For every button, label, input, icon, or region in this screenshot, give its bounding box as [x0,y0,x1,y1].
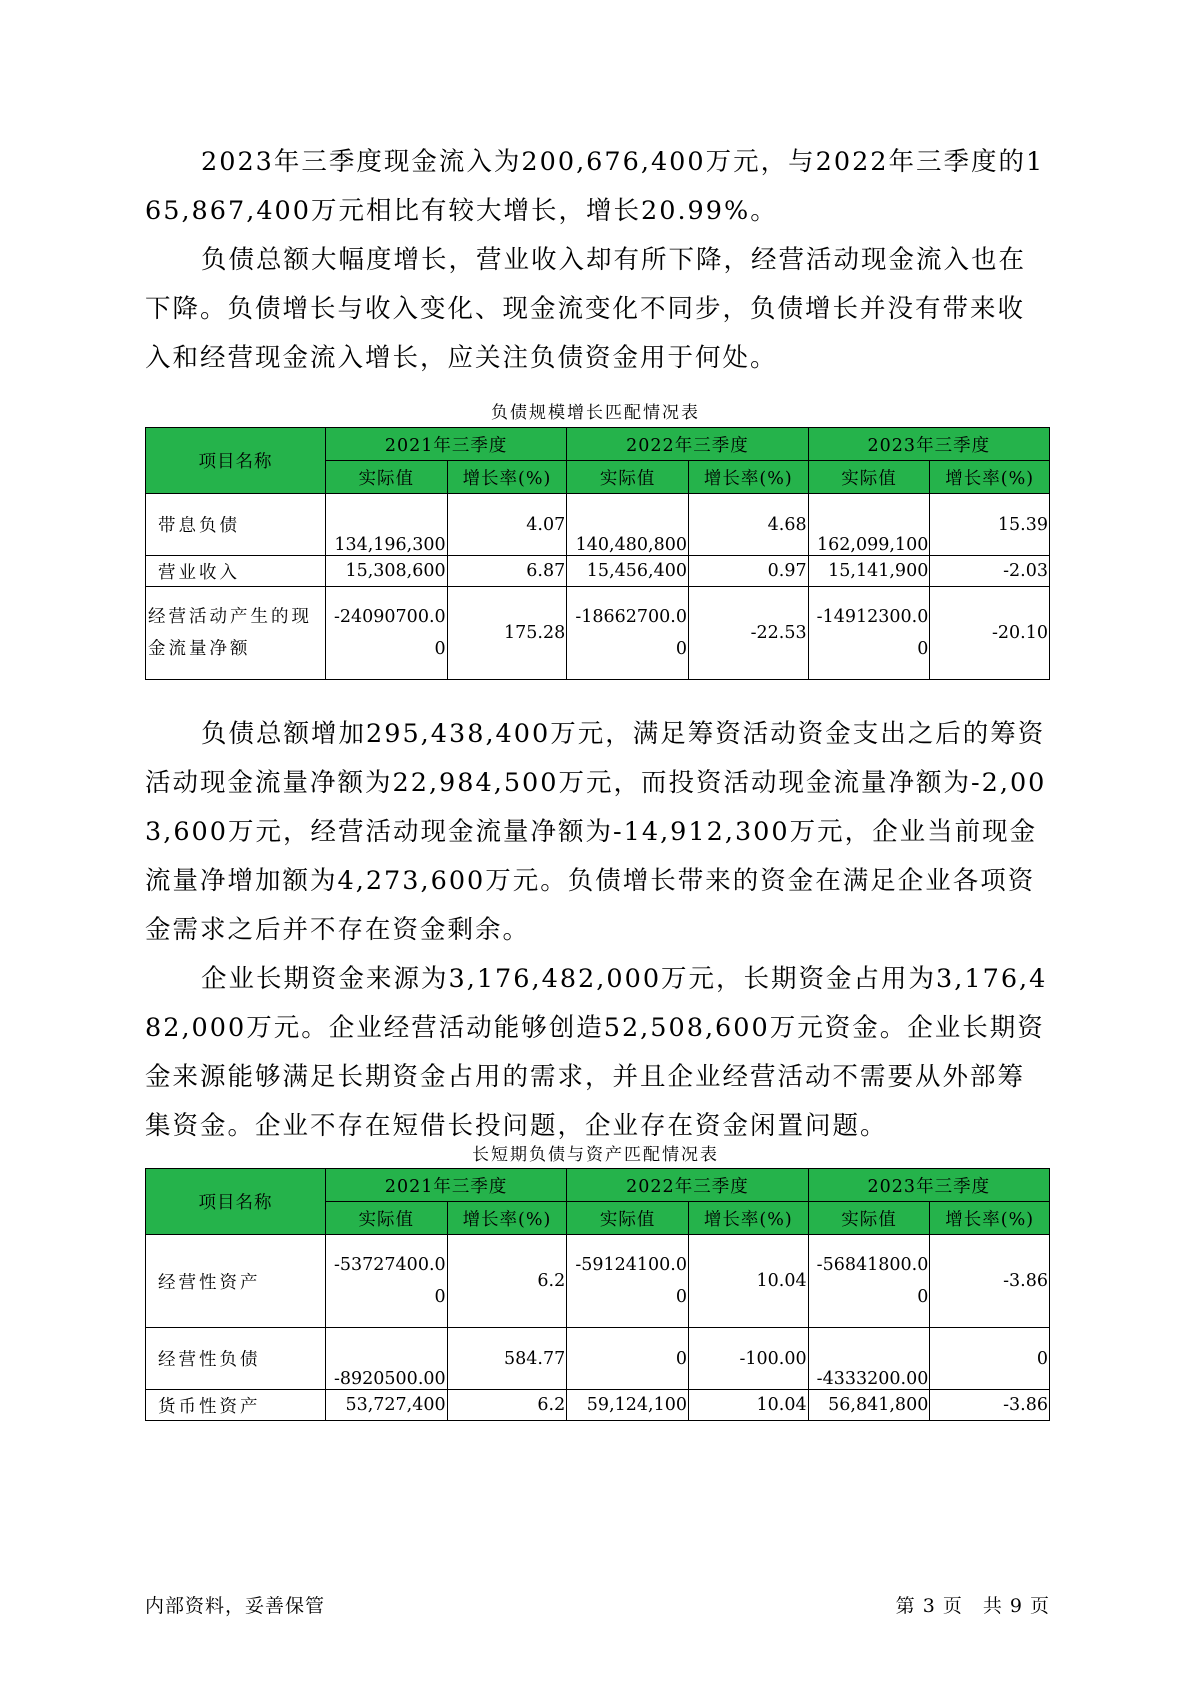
cell-actual: -18662700.00 [567,587,689,680]
cell-actual: 134,196,300 [325,494,447,556]
cell-growth: 10.04 [689,1390,809,1421]
header-growth: 增长率(%) [447,1202,567,1235]
cell-growth: 6.2 [447,1235,567,1328]
cell-actual: -53727400.00 [325,1235,447,1328]
header-actual: 实际值 [325,1202,447,1235]
cell-growth: -20.10 [930,587,1050,680]
table-row [146,556,1050,587]
paragraph-debt-growth: 负债总额大幅度增长，营业收入却有所下降，经营活动现金流入也在下降。负债增长与收入变化、现金流变化不同步，负债增长并没有带来收入和经营现金流入增长，应关注负债资金用于何处。 [145,245,1027,373]
liability-asset-match-table [145,1168,1050,1421]
cell-actual: 59,124,100 [567,1390,689,1421]
header-period-2022: 2022年三季度 [567,1169,808,1202]
header-growth: 增长率(%) [689,1202,809,1235]
header-period-2023: 2023年三季度 [808,428,1049,461]
paragraph-debt-increase: 负债总额增加295,438,400万元，满足筹资活动资金支出之后的筹资活动现金流量净额为22,984,500万元，而投资活动现金流量净额为-2,003,600万元，经营活动现金流量净额为-14,912,300万元，企业当前现金流量净增加额为4,273,600万元。负债增长带来的资金在满足企业各项资金需求之后并不存在资金剩余。 [145,719,1047,945]
cell-growth: 10.04 [689,1235,809,1328]
cell-actual: 140,480,800 [567,494,689,556]
table-row [146,1328,1050,1390]
cell-actual: -4333200.00 [808,1328,930,1390]
cell-actual: -59124100.00 [567,1235,689,1328]
header-actual: 实际值 [808,461,930,494]
cell-actual: -14912300.00 [808,587,930,680]
cell-growth: 15.39 [930,494,1050,556]
cell-growth: -100.00 [689,1328,809,1390]
header-period-2023: 2023年三季度 [808,1169,1049,1202]
row-label: 经营性负债 [146,1328,326,1390]
cell-growth: 0 [930,1328,1050,1390]
cell-actual: 0 [567,1328,689,1390]
row-label: 带息负债 [146,494,326,556]
cell-growth: 584.77 [447,1328,567,1390]
table-row [146,587,1050,680]
row-label: 经营活动产生的现金流量净额 [146,587,326,680]
row-label: 经营性资产 [146,1235,326,1328]
cell-growth: -3.86 [930,1390,1050,1421]
header-item-name: 项目名称 [146,428,326,494]
cell-actual: -56841800.00 [808,1235,930,1328]
cell-growth: 175.28 [447,587,567,680]
cell-actual: -8920500.00 [325,1328,447,1390]
debt-growth-table [145,427,1050,680]
header-growth: 增长率(%) [930,461,1050,494]
table2-caption: 长短期负债与资产匹配情况表 [472,1145,719,1165]
header-period-2021: 2021年三季度 [325,428,566,461]
cell-growth: 6.2 [447,1390,567,1421]
header-growth: 增长率(%) [689,461,809,494]
cell-growth: 4.68 [689,494,809,556]
cell-growth: 6.87 [447,556,567,587]
cell-actual: 15,141,900 [808,556,930,587]
table-row [146,1235,1050,1328]
paragraph-long-term-funds: 企业长期资金来源为3,176,482,000万元，长期资金占用为3,176,482,000万元。企业经营活动能够创造52,508,600万元资金。企业长期资金来源能够满足长期资金占用的需求，并且企业经营活动不需要从外部筹集资金。企业不存在短借长投问题，企业存在资金闲置问题。 [145,964,1048,1141]
header-growth: 增长率(%) [930,1202,1050,1235]
cell-actual: 15,456,400 [567,556,689,587]
cell-growth: 0.97 [689,556,809,587]
header-item-name: 项目名称 [146,1169,326,1235]
cell-actual: -24090700.00 [325,587,447,680]
header-actual: 实际值 [567,461,689,494]
cell-growth: -3.86 [930,1235,1050,1328]
table1-caption: 负债规模增长匹配情况表 [491,403,700,423]
footer-page-number: 第 3 页 共 9 页 [895,1595,1050,1617]
footer-confidential: 内部资料，妥善保管 [145,1595,326,1617]
header-actual: 实际值 [808,1202,930,1235]
cell-actual: 56,841,800 [808,1390,930,1421]
header-period-2022: 2022年三季度 [567,428,808,461]
header-period-2021: 2021年三季度 [325,1169,566,1202]
cell-growth: -22.53 [689,587,809,680]
cell-growth: -2.03 [930,556,1050,587]
row-label: 货币性资产 [146,1390,326,1421]
row-label: 营业收入 [146,556,326,587]
header-actual: 实际值 [567,1202,689,1235]
cell-growth: 4.07 [447,494,567,556]
cell-actual: 53,727,400 [325,1390,447,1421]
cell-actual: 15,308,600 [325,556,447,587]
cell-actual: 162,099,100 [808,494,930,556]
table-row [146,1390,1050,1421]
header-actual: 实际值 [325,461,447,494]
header-growth: 增长率(%) [447,461,567,494]
paragraph-cash-inflow: 2023年三季度现金流入为200,676,400万元，与2022年三季度的165,867,400万元相比有较大增长，增长20.99%。 [145,147,1045,226]
table-row [146,494,1050,556]
